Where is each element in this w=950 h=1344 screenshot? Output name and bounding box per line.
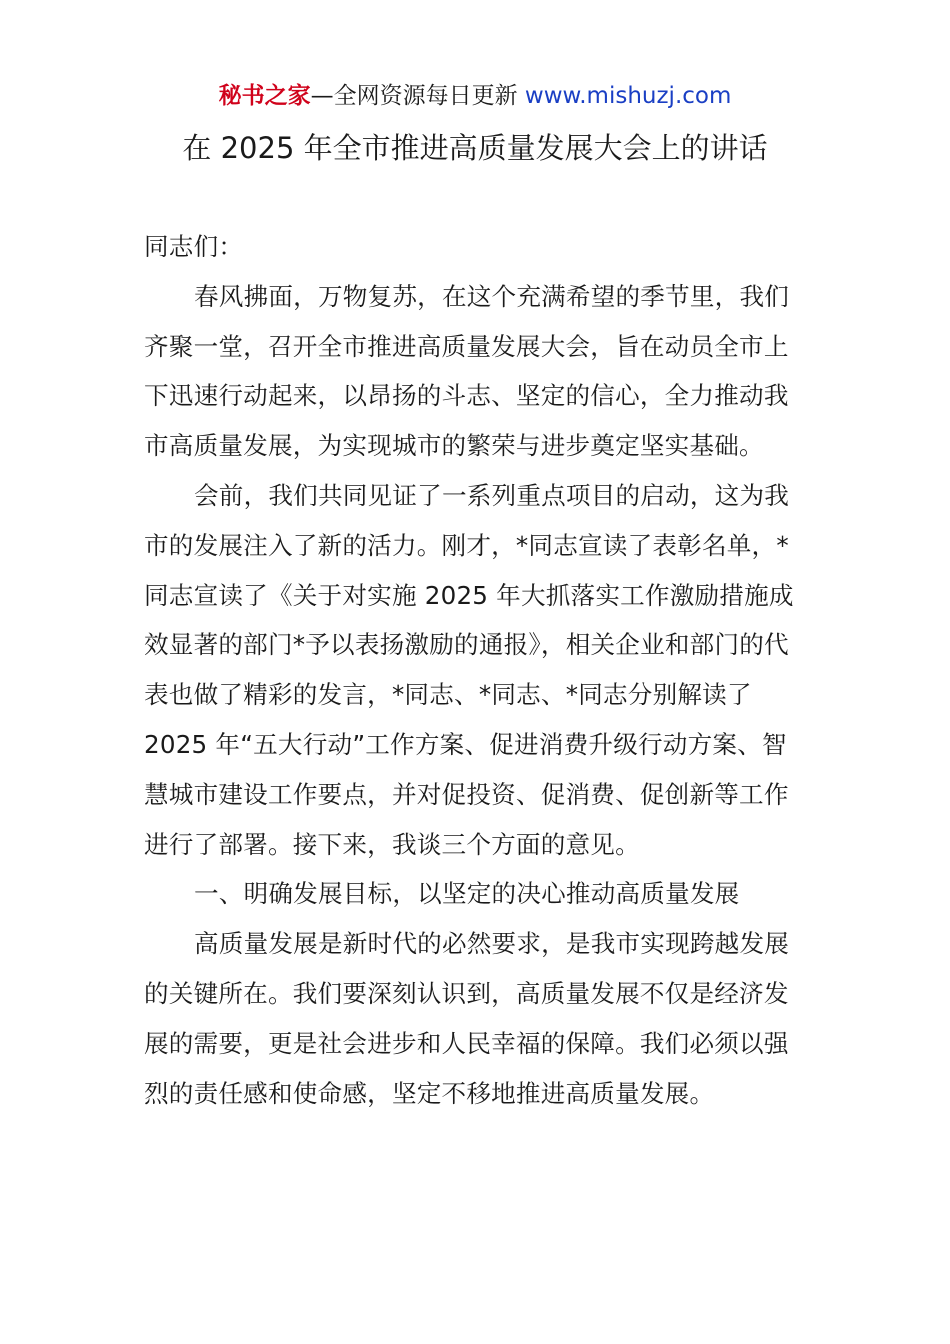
section-heading: 一、明确发展目标，以坚定的决心推动高质量发展	[194, 879, 740, 909]
paragraph: 春风拂面，万物复苏，在这个充满希望的季节里，我们齐聚一堂，召开全市推进高质量发展大会，旨在动员全市上下迅速行动起来，以昂扬的斗志、坚定的信心，全力推动我市高质量发展，为实现城市的繁荣与进步奠定坚实基础。	[144, 281, 790, 461]
paragraph: 高质量发展是新时代的必然要求，是我市实现跨越发展的关键所在。我们要深刻认识到，高质量发展不仅是经济发展的需要，更是社会进步和人民幸福的保障。我们必须以强烈的责任感和使命感，坚定不移地推进高质量发展。	[144, 929, 790, 1108]
site-header	[0, 80, 950, 112]
document-body	[144, 222, 808, 1118]
document-title: 在 2025 年全市推进高质量发展大会上的讲话	[182, 131, 768, 165]
brand-name: 秘书之家	[218, 83, 311, 109]
salutation: 同志们：	[144, 232, 244, 261]
site-link[interactable]: www.mishuzj.com	[524, 83, 732, 109]
paragraph: 会前，我们共同见证了一系列重点项目的启动，这为我市的发展注入了新的活力。刚才，*同志宣读了表彰名单，*同志宣读了《关于对实施 2025 年大抓落实工作激励措施成效显著的部门*予以表扬激励的通报》，相关企业和部门的代表也做了精彩的发言，*同志、*同志、*同志分别解读了 2025 年“五大行动”工作方案、促进消费升级行动方案、智慧城市建设工作要点，并对促投资、促消费、促创新等工作进行了部署。接下来，我谈三个方面的意见。	[144, 480, 794, 859]
header-tagline: —全网资源每日更新	[310, 83, 525, 109]
